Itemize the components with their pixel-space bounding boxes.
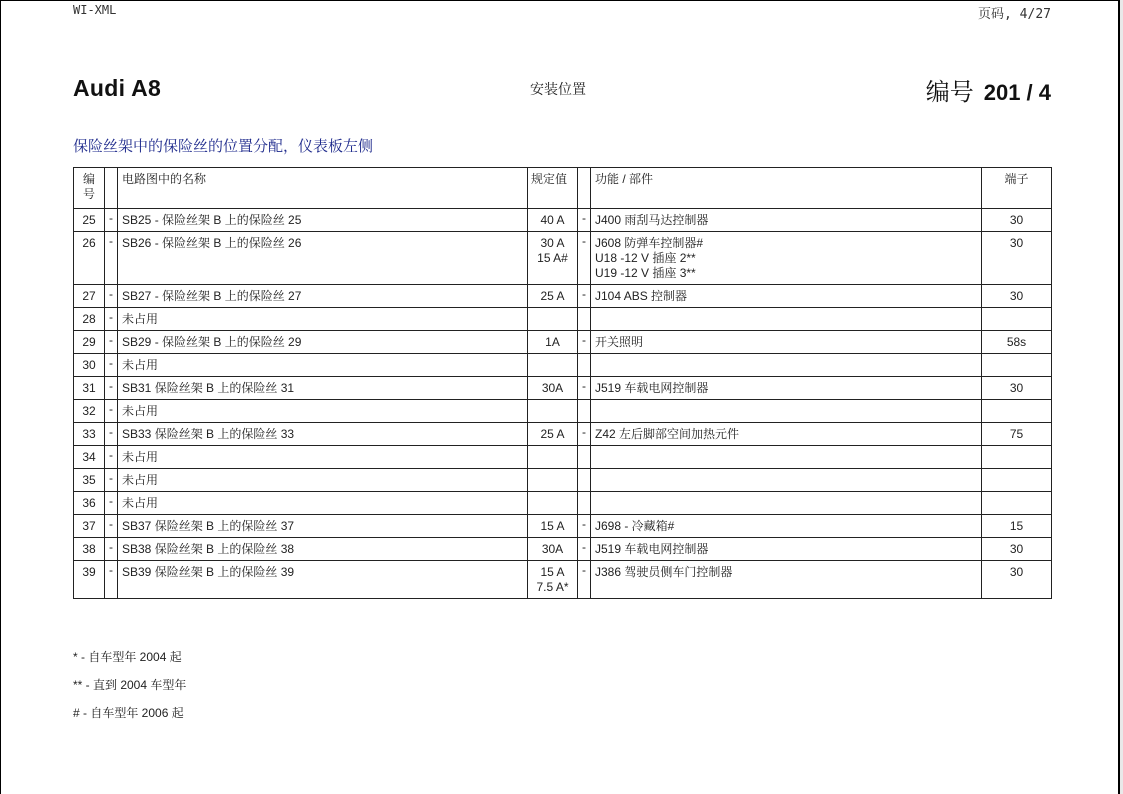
function-component [591,515,982,538]
vehicle-model: Audi A8 [73,75,162,101]
circuit-name: 未占用 [118,492,528,515]
separator-dash: - [105,308,118,331]
separator-dash: - [578,285,591,308]
separator-dash: - [578,331,591,354]
circuit-name: SB25 - 保险丝架 B 上的保险丝 25 [118,209,528,232]
separator-dash [578,492,591,515]
terminal [982,446,1052,469]
separator-dash: - [105,209,118,232]
separator-dash: - [105,285,118,308]
terminal [982,400,1052,423]
rated-value-line: 40 A [540,213,565,227]
circuit-name: 未占用 [118,446,528,469]
rated-value-line: 15 A# [537,251,568,265]
separator-dash: - [578,377,591,400]
rated-value-line: 15 A [540,519,565,533]
fuse-number: 31 [74,377,105,400]
rated-value [528,308,578,331]
header-source: WI-XML [73,3,117,17]
fuse-number: 36 [74,492,105,515]
table-row [74,377,1052,400]
function-component [591,232,982,285]
function-component [591,538,982,561]
table-row [74,515,1052,538]
document-number-value: 201 / 4 [983,80,1051,105]
function-component [591,492,982,515]
function-line: J519 车载电网控制器 [595,542,709,556]
header-terminal: 端子 [982,168,1052,209]
table-row [74,354,1052,377]
table-row [74,492,1052,515]
rated-value [528,469,578,492]
separator-dash: - [105,377,118,400]
separator-dash: - [105,400,118,423]
table-row [74,331,1052,354]
terminal: 58s [982,331,1052,354]
footnote: # - 自车型年 2006 起 [73,706,184,720]
separator-dash: - [105,331,118,354]
function-component [591,469,982,492]
function-line: U19 -12 V 插座 3** [595,266,696,280]
terminal: 15 [982,515,1052,538]
header-spacer [105,168,118,209]
separator-dash [578,469,591,492]
rated-value-line: 30A [541,542,564,556]
separator-dash [578,446,591,469]
table-row [74,285,1052,308]
terminal: 30 [982,232,1052,285]
page-border-left [0,0,1,794]
function-line: J698 - 冷藏箱# [595,519,675,533]
function-line: Z42 左后脚部空间加热元件 [595,427,740,441]
fuse-number: 33 [74,423,105,446]
rated-value-line: 15 A [540,565,565,579]
rated-value [528,232,578,285]
rated-value-line: 30 A [540,236,565,250]
rated-value [528,285,578,308]
table-row [74,469,1052,492]
section-title: 保险丝架中的保险丝的位置分配，仪表板左侧 [73,138,374,155]
rated-value [528,400,578,423]
rated-value [528,561,578,599]
table-row [74,400,1052,423]
function-component [591,209,982,232]
document-number [926,72,1051,107]
circuit-name: SB27 - 保险丝架 B 上的保险丝 27 [118,285,528,308]
function-line: J400 雨刮马达控制器 [595,213,709,227]
function-component [591,308,982,331]
function-component [591,377,982,400]
circuit-name: SB26 - 保险丝架 B 上的保险丝 26 [118,232,528,285]
function-component [591,446,982,469]
fuse-table [73,167,1052,599]
rated-value-line: 25 A [540,427,565,441]
separator-dash [578,308,591,331]
footnote: ** - 直到 2004 车型年 [73,678,187,692]
function-line: 开关照明 [595,335,644,349]
separator-dash: - [105,515,118,538]
circuit-name: SB33 保险丝架 B 上的保险丝 33 [118,423,528,446]
terminal: 30 [982,209,1052,232]
fuse-number: 32 [74,400,105,423]
header-no: 编号 [74,168,105,209]
function-line: J608 防弹车控制器# [595,236,704,250]
document-number-label: 编号 [925,79,974,106]
terminal: 30 [982,377,1052,400]
terminal: 30 [982,561,1052,599]
rated-value-line: 30A [541,381,564,395]
terminal [982,354,1052,377]
function-component [591,423,982,446]
function-component [591,331,982,354]
terminal [982,308,1052,331]
terminal [982,469,1052,492]
rated-value-line: 1A [545,335,560,349]
separator-dash: - [578,423,591,446]
separator-dash: - [105,538,118,561]
separator-dash [578,354,591,377]
function-line: J104 ABS 控制器 [595,289,688,303]
terminal: 75 [982,423,1052,446]
separator-dash: - [105,446,118,469]
separator-dash: - [105,354,118,377]
header-spacer [578,168,591,209]
function-component [591,354,982,377]
rated-value [528,446,578,469]
function-component [591,400,982,423]
fuse-number: 26 [74,232,105,285]
fuse-number: 37 [74,515,105,538]
header-value: 规定值 [528,168,578,209]
separator-dash: - [105,492,118,515]
footnote: * - 自车型年 2004 起 [73,650,182,664]
function-component [591,285,982,308]
separator-dash: - [105,561,118,599]
rated-value [528,492,578,515]
circuit-name: 未占用 [118,400,528,423]
table-row [74,538,1052,561]
rated-value-line: 7.5 A* [536,580,569,594]
header-function: 功能 / 部件 [591,168,982,209]
fuse-number: 34 [74,446,105,469]
fuse-number: 39 [74,561,105,599]
table-row [74,209,1052,232]
separator-dash: - [578,232,591,285]
table-header-row [74,168,1052,209]
circuit-name: 未占用 [118,469,528,492]
circuit-name: SB37 保险丝架 B 上的保险丝 37 [118,515,528,538]
separator-dash: - [578,561,591,599]
separator-dash: - [105,469,118,492]
terminal [982,492,1052,515]
terminal: 30 [982,538,1052,561]
header-page-number: 页码, 4/27 [978,7,1051,22]
document-type: 安装位置 [530,81,586,97]
terminal: 30 [982,285,1052,308]
rated-value [528,354,578,377]
rated-value [528,423,578,446]
separator-dash [578,400,591,423]
separator-dash: - [578,209,591,232]
rated-value [528,515,578,538]
function-line: U18 -12 V 插座 2** [595,251,696,265]
function-line: J519 车载电网控制器 [595,381,709,395]
fuse-number: 25 [74,209,105,232]
rated-value [528,331,578,354]
circuit-name: 未占用 [118,354,528,377]
rated-value [528,209,578,232]
fuse-number: 38 [74,538,105,561]
separator-dash: - [105,423,118,446]
fuse-number: 29 [74,331,105,354]
table-row [74,423,1052,446]
circuit-name: SB38 保险丝架 B 上的保险丝 38 [118,538,528,561]
table-row [74,308,1052,331]
header-name: 电路图中的名称 [118,168,528,209]
separator-dash: - [105,232,118,285]
fuse-number: 28 [74,308,105,331]
circuit-name: 未占用 [118,308,528,331]
separator-dash: - [578,515,591,538]
separator-dash: - [578,538,591,561]
fuse-number: 27 [74,285,105,308]
circuit-name: SB31 保险丝架 B 上的保险丝 31 [118,377,528,400]
fuse-number: 30 [74,354,105,377]
table-row [74,232,1052,285]
page-border-top [0,0,1119,1]
function-component [591,561,982,599]
fuse-number: 35 [74,469,105,492]
rated-value [528,538,578,561]
circuit-name: SB29 - 保险丝架 B 上的保险丝 29 [118,331,528,354]
circuit-name: SB39 保险丝架 B 上的保险丝 39 [118,561,528,599]
rated-value [528,377,578,400]
function-line: J386 驾驶员侧车门控制器 [595,565,733,579]
rated-value-line: 25 A [540,289,565,303]
table-row [74,446,1052,469]
table-row [74,561,1052,599]
